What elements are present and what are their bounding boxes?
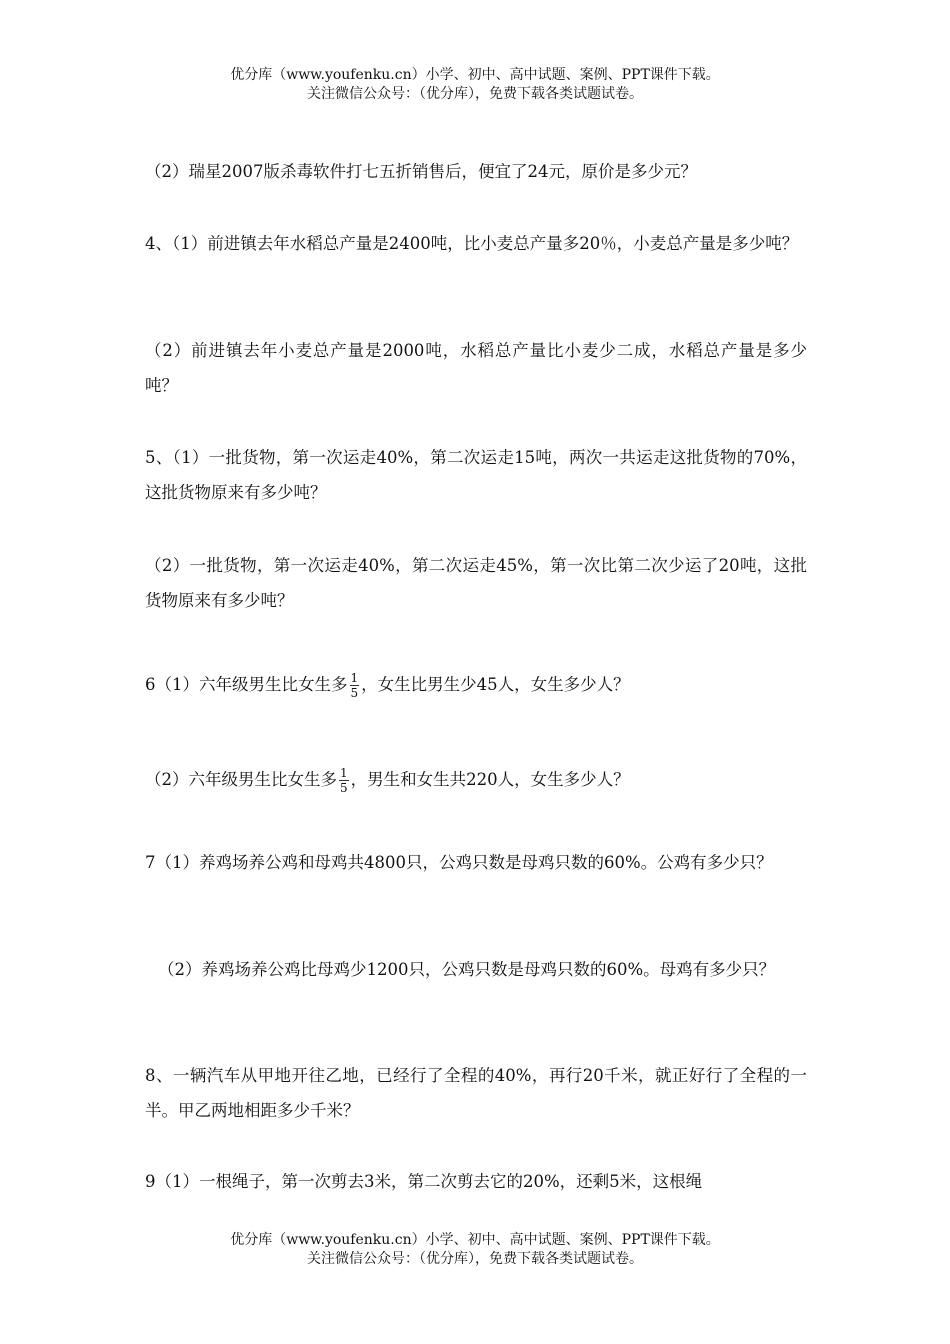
question-6-1-part-a: 6（1）六年级男生比女生多 [145,675,348,694]
question-9-1: 9（1）一根绳子，第一次剪去3米，第二次剪去它的20%，还剩5米，这根绳 [145,1172,703,1191]
question-8: 8、一辆汽车从甲地开往乙地，已经行了全程的40%，再行20千米，就正好行了全程的一半。甲乙两地相距多少千米？ [145,1066,807,1120]
fraction-one-fifth [350,671,360,700]
fraction-denominator: 5 [350,686,359,700]
header-line-1: 优分库（www.youfenku.cn）小学、初中、高中试题、案例、PPT课件下载。 [230,67,720,83]
question-3-2: （2）瑞星2007版杀毒软件打七五折销售后，便宜了24元，原价是多少元？ [145,162,697,181]
fraction-numerator: 1 [350,671,359,685]
question-5-2: （2）一批货物，第一次运走40%，第二次运走45%，第一次比第二次少运了20吨，这批货物原来有多少吨？ [145,556,807,610]
question-6-2-part-b: ，男生和女生共220人，女生多少人？ [350,770,630,789]
question-5-1: 5、（1）一批货物，第一次运走40%，第二次运走15吨，两次一共运走这批货物的70%，这批货物原来有多少吨？ [145,448,807,502]
question-6-1-part-b: ，女生比男生少45人，女生多少人？ [361,675,630,694]
fraction-denominator: 5 [340,781,348,795]
footer-line-1: 优分库（www.youfenku.cn）小学、初中、高中试题、案例、PPT课件下载。 [230,1232,720,1248]
question-6-2-part-a: （2）六年级男生比女生多 [145,770,337,789]
question-6-1 [145,667,807,702]
footer-line-2: 关注微信公众号：（优分库），免费下载各类试题试卷。 [307,1251,643,1267]
question-4-1: 4、（1）前进镇去年水稻总产量是2400吨，比小麦总产量多20％，小麦总产量是多少吨？ [145,234,799,253]
page-header [0,66,950,104]
question-7-2: （2）养鸡场养公鸡比母鸡少1200只，公鸡只数是母鸡只数的60%。母鸡有多少只？ [158,960,776,979]
question-6-2 [145,762,807,797]
header-line-2: 关注微信公众号：（优分库），免费下载各类试题试卷。 [307,86,643,102]
fraction-numerator: 1 [340,766,348,780]
question-4-2: （2）前进镇去年小麦总产量是2000吨，水稻总产量比小麦少二成，水稻总产量是多少吨？ [145,341,807,395]
question-7-1: 7（1）养鸡场养公鸡和母鸡共4800只，公鸡只数是母鸡只数的60%。公鸡有多少只？ [145,853,773,872]
fraction-one-fifth [339,766,349,795]
page-footer [0,1231,950,1269]
